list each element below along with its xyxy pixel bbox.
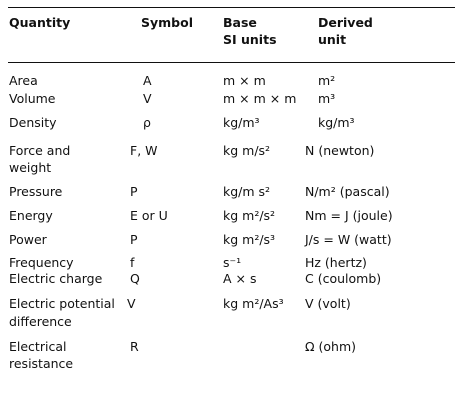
row-pressure-quantity: Pressure bbox=[9, 184, 63, 199]
row-density-quantity: Density bbox=[9, 115, 57, 130]
row-volume-base: m × m × m bbox=[223, 91, 297, 106]
header-base-line2: SI units bbox=[223, 32, 277, 47]
row-density-symbol: ρ bbox=[143, 115, 151, 130]
row-power-base: kg m²/s³ bbox=[223, 232, 276, 247]
header-quantity: Quantity bbox=[9, 15, 71, 30]
row-potential-quantity-line1: Electric potential bbox=[9, 296, 115, 311]
header-symbol: Symbol bbox=[141, 15, 193, 30]
row-resistance-derived: Ω (ohm) bbox=[305, 339, 357, 354]
row-resistance-quantity-line1: Electrical bbox=[9, 339, 67, 354]
row-force-symbol: F, W bbox=[130, 143, 158, 158]
header-base-line1: Base bbox=[223, 15, 257, 30]
row-energy-derived: Nm = J (joule) bbox=[305, 208, 393, 223]
row-charge-quantity: Electric charge bbox=[9, 271, 103, 286]
row-pressure-derived: N/m² (pascal) bbox=[305, 184, 390, 199]
row-density-base: kg/m³ bbox=[223, 115, 260, 130]
row-energy-quantity: Energy bbox=[9, 208, 53, 223]
row-force-derived: N (newton) bbox=[305, 143, 375, 158]
row-density-derived: kg/m³ bbox=[318, 115, 355, 130]
row-potential-derived: V (volt) bbox=[305, 296, 351, 311]
row-pressure-symbol: P bbox=[130, 184, 138, 199]
row-energy-base: kg m²/s² bbox=[223, 208, 276, 223]
row-potential-base: kg m²/As³ bbox=[223, 296, 284, 311]
row-force-quantity-line1: Force and bbox=[9, 143, 71, 158]
header-divider bbox=[8, 62, 455, 63]
row-charge-derived: C (coulomb) bbox=[305, 271, 382, 286]
row-volume-derived: m³ bbox=[318, 91, 336, 106]
row-energy-symbol: E or U bbox=[130, 208, 168, 223]
table-top-rule bbox=[8, 7, 455, 8]
row-resistance-quantity-line2: resistance bbox=[9, 356, 74, 371]
row-area-quantity: Area bbox=[9, 73, 38, 88]
row-volume-symbol: V bbox=[143, 91, 152, 106]
row-pressure-base: kg/m s² bbox=[223, 184, 271, 199]
row-area-symbol: A bbox=[143, 73, 152, 88]
row-resistance-symbol: R bbox=[130, 339, 139, 354]
row-force-base: kg m/s² bbox=[223, 143, 271, 158]
row-force-quantity-line2: weight bbox=[9, 160, 52, 175]
row-area-base: m × m bbox=[223, 73, 266, 88]
row-charge-symbol: Q bbox=[130, 271, 140, 286]
row-volume-quantity: Volume bbox=[9, 91, 56, 106]
row-power-quantity: Power bbox=[9, 232, 47, 247]
row-power-derived: J/s = W (watt) bbox=[305, 232, 392, 247]
row-potential-symbol: V bbox=[127, 296, 136, 311]
row-area-derived: m² bbox=[318, 73, 336, 88]
row-frequency-base: s⁻¹ bbox=[223, 255, 242, 270]
row-frequency-derived: Hz (hertz) bbox=[305, 255, 367, 270]
row-frequency-quantity: Frequency bbox=[9, 255, 74, 270]
row-power-symbol: P bbox=[130, 232, 138, 247]
row-frequency-symbol: f bbox=[130, 255, 135, 270]
header-derived-line1: Derived bbox=[318, 15, 373, 30]
header-derived-line2: unit bbox=[318, 32, 347, 47]
row-potential-quantity-line2: difference bbox=[9, 314, 72, 329]
row-charge-base: A × s bbox=[223, 271, 257, 286]
